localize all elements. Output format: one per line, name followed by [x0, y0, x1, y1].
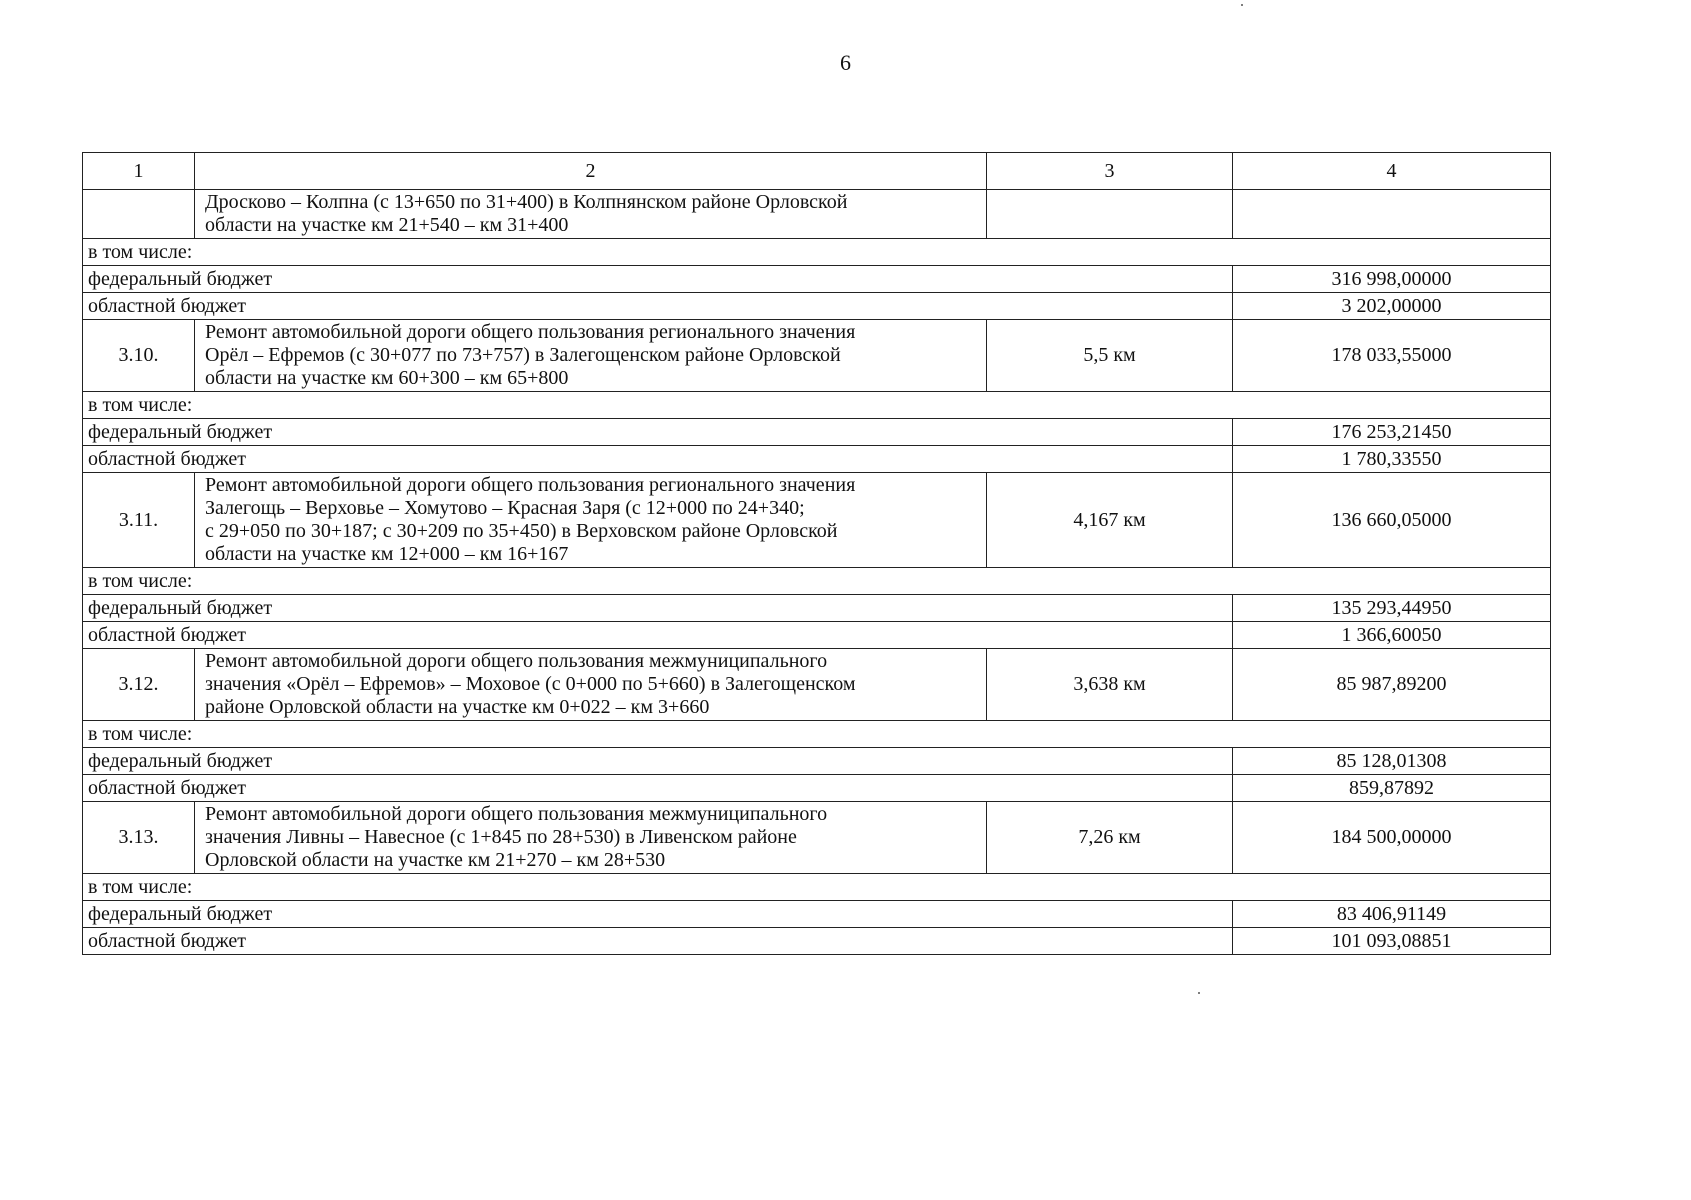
header-col-3: 3: [987, 153, 1233, 190]
including-label: в том числе:: [83, 568, 1551, 595]
item-total: [1233, 190, 1551, 239]
item-total: 85 987,89200: [1233, 649, 1551, 721]
description-line: районе Орловской области на участке км 0+022 – км 3+660: [205, 696, 710, 718]
regional-budget-label: областной бюджет: [83, 622, 1233, 649]
description-line: значения «Орёл – Ефремов» – Моховое (с 0+000 по 5+660) в Залегощенском: [205, 673, 856, 695]
table-row: [83, 266, 1551, 293]
table-row: [83, 293, 1551, 320]
table-row: [83, 721, 1551, 748]
regional-budget-label: областной бюджет: [83, 293, 1233, 320]
regional-budget-value: 3 202,00000: [1233, 293, 1551, 320]
item-length: 4,167 км: [987, 473, 1233, 568]
header-col-2: 2: [195, 153, 987, 190]
regional-budget-value: 101 093,08851: [1233, 928, 1551, 955]
table-row: [83, 649, 1551, 721]
item-number: 3.12.: [83, 649, 195, 721]
federal-budget-label: федеральный бюджет: [83, 901, 1233, 928]
description-line: области на участке км 21+540 – км 31+400: [205, 214, 569, 236]
item-number: 3.11.: [83, 473, 195, 568]
table-row: [83, 802, 1551, 874]
table-row: [83, 392, 1551, 419]
federal-budget-value: 176 253,21450: [1233, 419, 1551, 446]
header-row: [83, 153, 1551, 190]
item-description: [195, 473, 987, 568]
table-row: [83, 874, 1551, 901]
federal-budget-label: федеральный бюджет: [83, 748, 1233, 775]
item-total: 136 660,05000: [1233, 473, 1551, 568]
table-row: [83, 775, 1551, 802]
including-label: в том числе:: [83, 392, 1551, 419]
federal-budget-value: 135 293,44950: [1233, 595, 1551, 622]
item-length: 5,5 км: [987, 320, 1233, 392]
table-row: [83, 446, 1551, 473]
description-line: области на участке км 60+300 – км 65+800: [205, 367, 569, 389]
description-line: Ремонт автомобильной дороги общего пользования межмуниципального: [205, 650, 828, 672]
description-line: Ремонт автомобильной дороги общего пользования регионального значения: [205, 474, 856, 496]
federal-budget-label: федеральный бюджет: [83, 266, 1233, 293]
item-description: [195, 802, 987, 874]
table-row: [83, 622, 1551, 649]
description-line: значения Ливны – Навесное (с 1+845 по 28+530) в Ливенском районе: [205, 826, 797, 848]
description-line: Залегощь – Верховье – Хомутово – Красная Заря (с 12+000 по 24+340;: [205, 497, 805, 519]
description-line: Дросково – Колпна (с 13+650 по 31+400) в Колпнянском районе Орловской: [205, 191, 848, 213]
scan-speck: [1241, 4, 1243, 6]
description-line: с 29+050 по 30+187; с 30+209 по 35+450) в Верховском районе Орловской: [205, 520, 838, 542]
item-total: 178 033,55000: [1233, 320, 1551, 392]
scan-speck: [1198, 992, 1200, 994]
description-line: области на участке км 12+000 – км 16+167: [205, 543, 569, 565]
table-row: [83, 239, 1551, 266]
table-row: [83, 928, 1551, 955]
regional-budget-label: областной бюджет: [83, 775, 1233, 802]
item-description: [195, 649, 987, 721]
regional-budget-value: 1 366,60050: [1233, 622, 1551, 649]
table-row: [83, 320, 1551, 392]
including-label: в том числе:: [83, 239, 1551, 266]
item-number: 3.10.: [83, 320, 195, 392]
description-line: Орёл – Ефремов (с 30+077 по 73+757) в Залегощенском районе Орловской: [205, 344, 841, 366]
table-row: [83, 748, 1551, 775]
federal-budget-value: 83 406,91149: [1233, 901, 1551, 928]
including-label: в том числе:: [83, 874, 1551, 901]
item-length: 7,26 км: [987, 802, 1233, 874]
table-row: [83, 473, 1551, 568]
item-description: [195, 190, 987, 239]
budget-table: [82, 152, 1551, 955]
regional-budget-value: 859,87892: [1233, 775, 1551, 802]
item-number: [83, 190, 195, 239]
table-row: [83, 595, 1551, 622]
federal-budget-label: федеральный бюджет: [83, 595, 1233, 622]
description-line: Орловской области на участке км 21+270 – км 28+530: [205, 849, 666, 871]
table-row: [83, 568, 1551, 595]
item-description: [195, 320, 987, 392]
regional-budget-label: областной бюджет: [83, 928, 1233, 955]
table-row: [83, 419, 1551, 446]
regional-budget-label: областной бюджет: [83, 446, 1233, 473]
regional-budget-value: 1 780,33550: [1233, 446, 1551, 473]
federal-budget-value: 316 998,00000: [1233, 266, 1551, 293]
item-length: 3,638 км: [987, 649, 1233, 721]
item-number: 3.13.: [83, 802, 195, 874]
header-col-1: 1: [83, 153, 195, 190]
description-line: Ремонт автомобильной дороги общего пользования межмуниципального: [205, 803, 828, 825]
federal-budget-value: 85 128,01308: [1233, 748, 1551, 775]
page-number: 6: [840, 50, 851, 75]
item-length: [987, 190, 1233, 239]
table-row: [83, 901, 1551, 928]
header-col-4: 4: [1233, 153, 1551, 190]
federal-budget-label: федеральный бюджет: [83, 419, 1233, 446]
description-line: Ремонт автомобильной дороги общего пользования регионального значения: [205, 321, 856, 343]
table-row: [83, 190, 1551, 239]
item-total: 184 500,00000: [1233, 802, 1551, 874]
including-label: в том числе:: [83, 721, 1551, 748]
